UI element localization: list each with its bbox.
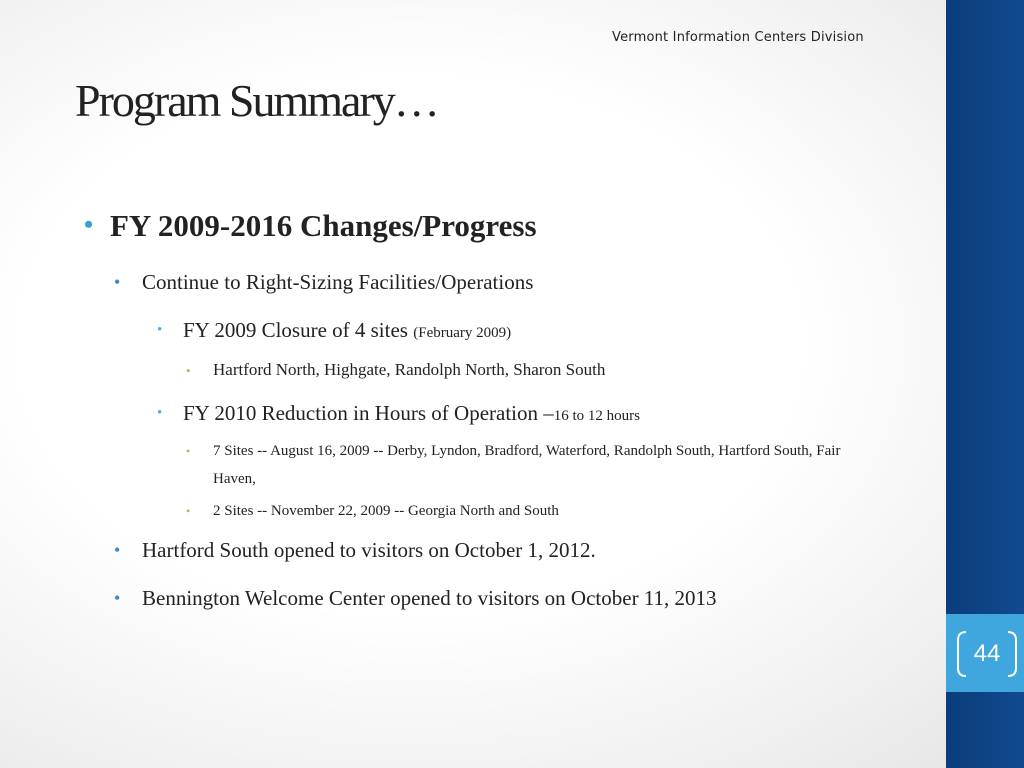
list-item-closure-sites — [186, 360, 606, 380]
list-item-closure — [157, 318, 512, 343]
header-org: Vermont Information Centers Division — [612, 30, 864, 45]
bullet-icon: • — [114, 588, 121, 608]
slide-title: Program Summary… — [75, 75, 438, 126]
reduction-note: 16 to 12 hours — [553, 408, 641, 424]
list-item-hartford-south — [114, 538, 596, 563]
closure-note: (February 2009) — [413, 325, 512, 341]
page-number: 44 — [973, 640, 1001, 667]
reduction-label: FY 2010 Reduction in Hours of Operation – — [183, 401, 554, 425]
bullet-icon: • — [114, 540, 121, 560]
reduction-detail-1-text: 7 Sites -- August 16, 2009 -- Derby, Lyndon, Bradford, Waterford, Randolph South, Hartford South, Fair Haven, — [213, 443, 841, 487]
bullet-icon: • — [84, 210, 94, 239]
list-item-bennington — [114, 586, 717, 611]
bullet-icon: • — [186, 504, 191, 518]
closure-label: FY 2009 Closure of 4 sites — [183, 318, 414, 342]
bullet-icon: • — [157, 322, 163, 338]
closure-sites-text: Hartford North, Highgate, Randolph North, Sharon South — [213, 360, 606, 379]
list-item-text: Bennington Welcome Center opened to visitors on October 11, 2013 — [142, 586, 717, 610]
bullet-icon: • — [157, 405, 163, 421]
list-item-continue — [114, 270, 534, 295]
reduction-detail-2-text: 2 Sites -- November 22, 2009 -- Georgia North and South — [213, 503, 559, 519]
list-item-reduction — [157, 401, 641, 426]
bullet-icon: • — [186, 444, 191, 458]
list-item-text: Continue to Right-Sizing Facilities/Operations — [142, 270, 534, 294]
list-item-text: Hartford South opened to visitors on October 1, 2012. — [142, 538, 596, 562]
section-heading-text: FY 2009-2016 Changes/Progress — [110, 208, 537, 243]
bullet-icon: • — [114, 272, 121, 292]
bullet-icon: • — [186, 363, 191, 378]
list-item-reduction-detail-1 — [186, 437, 863, 493]
section-heading — [84, 208, 537, 244]
list-item-reduction-detail-2 — [186, 497, 559, 525]
